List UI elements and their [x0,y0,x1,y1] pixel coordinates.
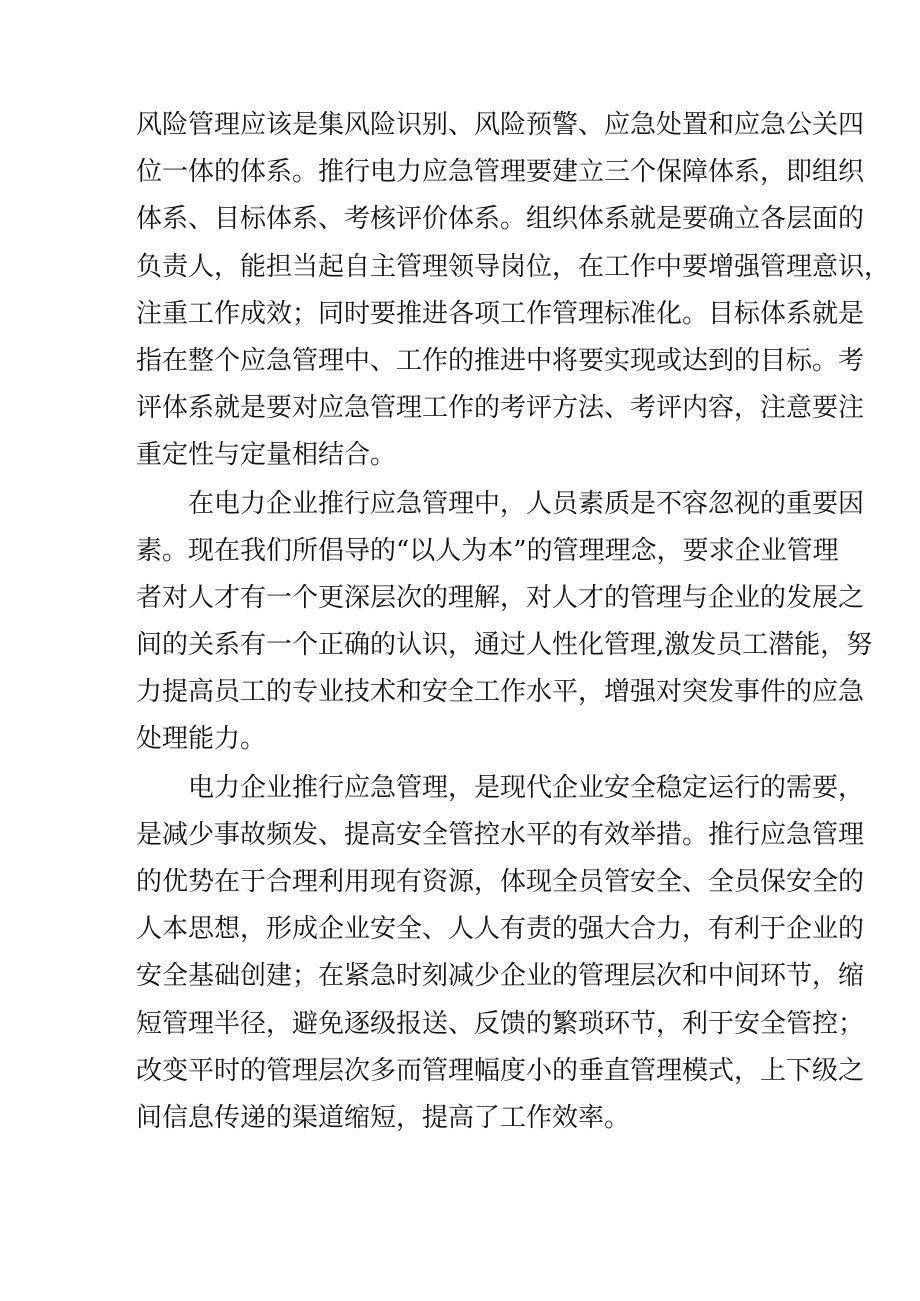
text-line: 人本思想，形成企业安全、人人有责的强大合力，有利于企业的 [136,914,865,945]
text-line: 负责人，能担当起自主管理领导岗位，在工作中要增强管理意识， [136,251,891,282]
text-line: 体系、目标体系、考核评价体系。组织体系就是要确立各层面的 [136,204,865,235]
text-line: 处理能力。 [136,724,267,755]
text-line: 者对人才有一个更深层次的理解，对人才的管理与企业的发展之 [136,582,865,613]
text-line: 安全基础创建；在紧急时刻减少企业的管理层次和中间环节，缩 [136,961,865,992]
paragraph-emergency-management-benefits [136,765,865,1143]
text-line: 风险管理应该是集风险识别、风险预警、应急处置和应急公关四 [136,110,865,140]
paragraph-personnel-quality [136,481,873,764]
text-line: 力提高员工的专业技术和安全工作水平，增强对突发事件的应急 [136,677,865,708]
text-line: 在电力企业推行应急管理中，人员素质是不容忽视的重要因 [188,488,865,519]
paragraph-risk-management [136,102,891,480]
document-body [136,102,891,1143]
text-line: 位一体的体系。推行电力应急管理要建立三个保障体系，即组织 [136,157,865,188]
text-line: 指在整个应急管理中、工作的推进中将要实现或达到的目标。考 [136,345,865,376]
text-line: 间的关系有一个正确的认识，通过人性化管理,激发员工潜能，努 [136,630,873,661]
text-line: 短管理半径，避免逐级报送、反馈的繁琐环节，利于安全管控； [136,1008,865,1039]
text-line: 的优势在于合理利用现有资源，体现全员管安全、全员保安全的 [136,867,865,897]
text-line: 是减少事故频发、提高安全管控水平的有效举措。推行应急管理 [136,819,865,850]
text-line: 间信息传递的渠道缩短，提高了工作效率。 [136,1102,631,1133]
text-line: 重定性与定量相结合。 [136,440,397,471]
text-line: 评体系就是要对应急管理工作的考评方法、考评内容，注意要注 [136,393,865,424]
text-line: 电力企业推行应急管理，是现代企业安全稳定运行的需要， [188,772,865,803]
text-line: 素。现在我们所倡导的“以人为本”的管理理念，要求企业管理 [136,535,839,566]
text-line: 改变平时的管理层次多而管理幅度小的垂直管理模式，上下级之 [136,1055,865,1086]
text-line: 注重工作成效；同时要推进各项工作管理标准化。目标体系就是 [136,298,865,329]
